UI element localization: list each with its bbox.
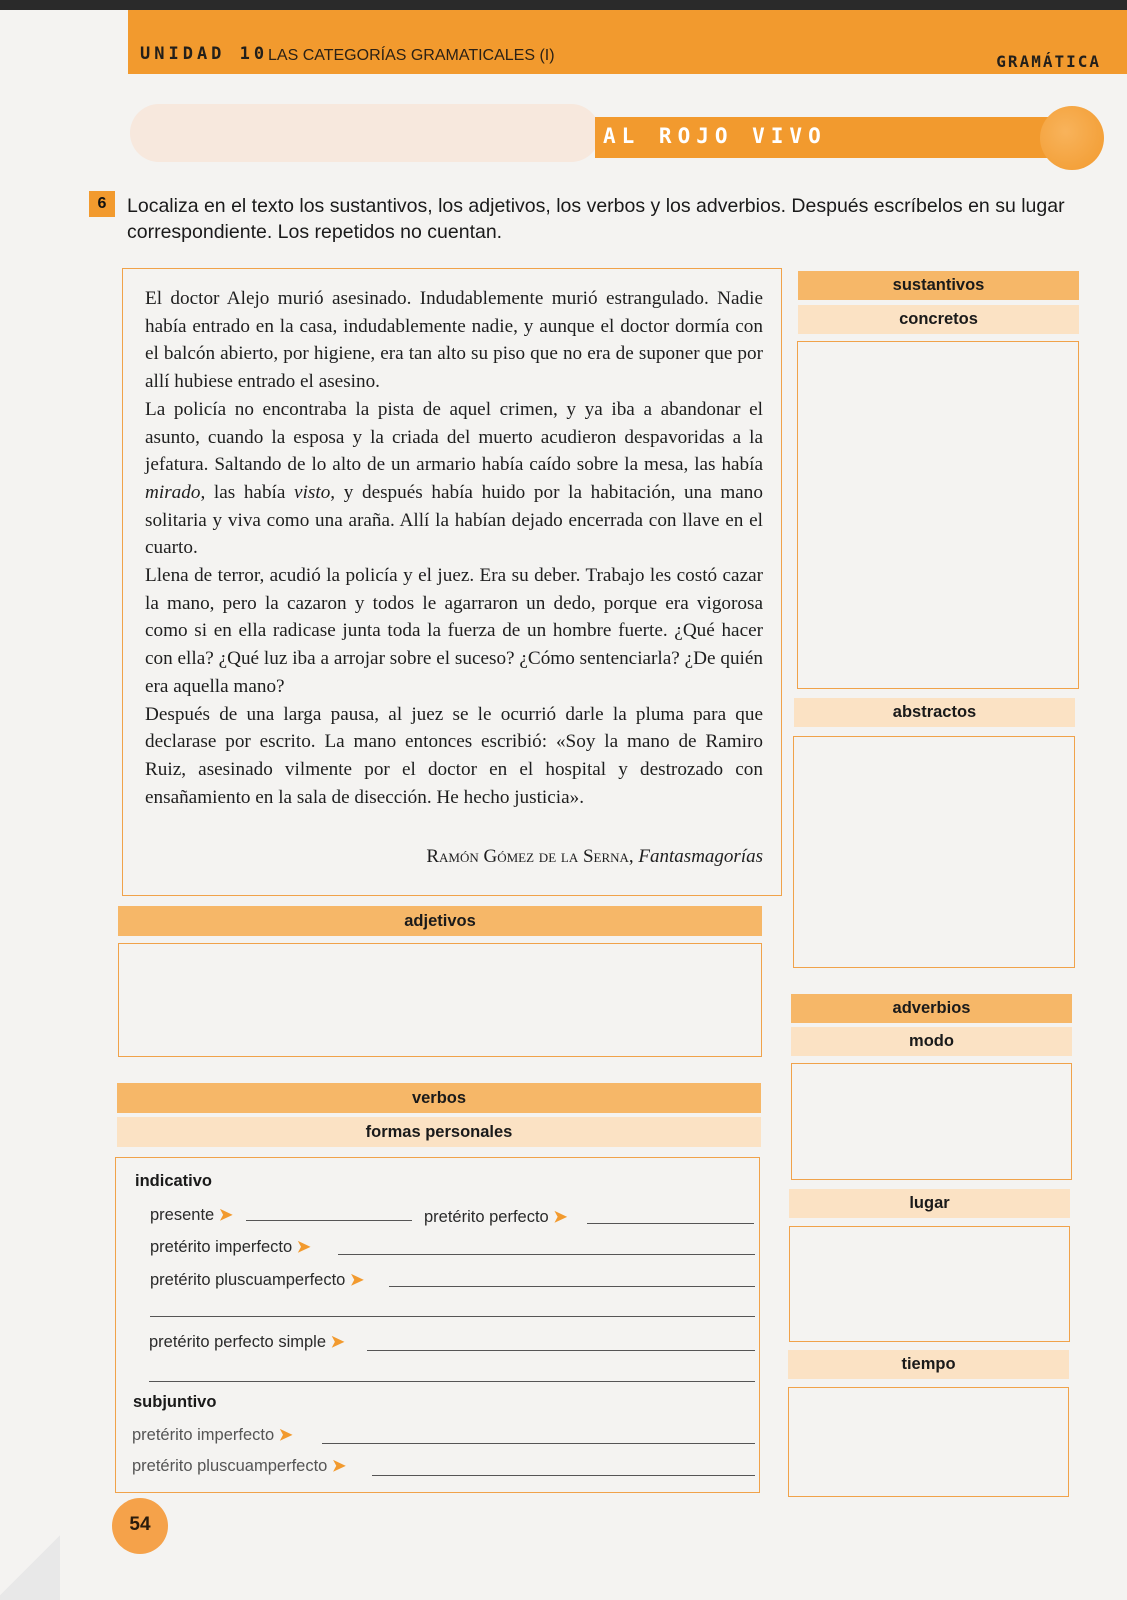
source-author: Ramón Gómez de la Serna [426,846,629,867]
exercise-instruction: Localiza en el texto los sustantivos, los adjetivos, los verbos y los adverbios. Después escríbelos en su lugar correspondiente. Los repetidos no cuentan. [127,195,1065,243]
concretos-header: concretos [798,305,1079,334]
verbos-header: verbos [117,1083,761,1113]
page-number: 54 [112,1498,168,1554]
preterito-imperfecto-text: pretérito imperfecto [150,1238,293,1256]
preterito-pluscuamperfecto-answer-line-2[interactable] [150,1316,755,1317]
tiempo-answer-box[interactable] [788,1387,1069,1497]
preterito-perfecto-label [424,1207,567,1227]
indicativo-label: indicativo [135,1172,213,1190]
italic-word-visto: visto [294,481,331,503]
preterito-imperfecto-label [150,1237,311,1257]
adverbios-header: adverbios [791,994,1072,1023]
subj-preterito-pluscuamperfecto-label [132,1456,346,1476]
text-paragraph-4: Después de una larga pausa, al juez se le ocurrió darle la pluma para que declarase por escrito. La mano entonces escribió: «Soy la mano de Ramiro Ruiz, asesinado vilmente por el doctor en el hospital y destrozado con ensañamiento en la sala de disección. He hecho justicia». [145,703,763,808]
text-paragraph-3: Llena de terror, acudió la policía y el juez. Era su deber. Trabajo les costó cazar la mano, pero la cazaron y todos le agarraron un dedo, porque era vigorosa como si en ella radicase junta toda la fuerza de un hombre fuerte. ¿Qué hacer con ella? ¿Qué luz iba a arrojar sobre el suceso? ¿Cómo sentenciarla? ¿De quién era aquella mano? [145,565,763,697]
sustantivos-header: sustantivos [798,271,1079,300]
arrow-icon: ➤ [296,1238,311,1256]
text-paragraph-2 [145,396,763,562]
lugar-answer-box[interactable] [789,1226,1070,1342]
subjuntivo-label: subjuntivo [133,1393,217,1411]
unit-category: LAS CATEGORÍAS GRAMATICALES (I) [268,47,555,64]
presente-text: presente [150,1206,215,1224]
page-curl-decoration [0,1530,60,1600]
preterito-pluscuamperfecto-text: pretérito pluscuamperfecto [150,1271,346,1289]
preterito-perfecto-answer-line[interactable] [587,1223,754,1224]
arrow-icon: ➤ [553,1208,568,1226]
abstractos-answer-box[interactable] [793,736,1075,968]
adjetivos-answer-box[interactable] [118,943,762,1057]
text-paragraph-2-mid: , las había [200,481,295,503]
text-paragraph-1: El doctor Alejo murió asesinado. Indudablemente murió estrangulado. Nadie había entrado en la casa, indudablemente nadie, y aunque el doctor dormía con el balcón abierto, por higiene, era tan alto su piso que no era de suponer que por allí hubiese entrado el asesino. [145,288,763,393]
lugar-header: lugar [789,1189,1070,1218]
italic-word-mirado: mirado [145,481,201,503]
arrow-icon: ➤ [349,1271,364,1289]
page-top-edge [0,0,1127,10]
text-paragraph-2-start: La policía no encontraba la pista de aquel crimen, y ya iba a abandonar el asunto, cuando la esposa y la criada del muerto acudieron despavoridas a la jefatura. Saltando de lo alto de un armario había caído sobre la mesa, las había [145,398,763,476]
section-banner [595,117,1065,158]
presente-label [150,1205,233,1225]
subj-preterito-imperfecto-answer-line[interactable] [322,1443,755,1444]
reading-text [145,285,763,811]
modo-header: modo [791,1027,1072,1056]
exercise-number: 6 [89,191,115,217]
tiempo-header: tiempo [788,1350,1069,1379]
arrow-icon: ➤ [331,1457,346,1475]
adjetivos-header: adjetivos [118,906,762,936]
preterito-pluscuamperfecto-label [150,1270,364,1290]
banner-title: AL ROJO VIVO [603,124,827,148]
preterito-imperfecto-answer-line[interactable] [338,1254,755,1255]
modo-answer-box[interactable] [791,1063,1072,1180]
preterito-perfecto-text: pretérito perfecto [424,1208,549,1226]
preterito-perfecto-simple-label [149,1332,344,1352]
presente-answer-line[interactable] [246,1220,412,1221]
preterito-perfecto-simple-answer-line-2[interactable] [149,1381,755,1382]
concretos-answer-box[interactable] [797,341,1079,689]
preterito-perfecto-simple-answer-line[interactable] [367,1350,755,1351]
preterito-pluscuamperfecto-answer-line[interactable] [389,1286,755,1287]
section-label: GRAMÁTICA [996,52,1101,71]
subj-preterito-imperfecto-text: pretérito imperfecto [132,1426,275,1444]
abstractos-header: abstractos [794,698,1075,727]
preterito-perfecto-simple-text: pretérito perfecto simple [149,1333,326,1351]
source-separator: , [628,846,639,867]
unit-header [128,10,1127,74]
subj-preterito-imperfecto-label [132,1425,293,1445]
source-work: Fantasmagorías [638,846,763,867]
subj-preterito-pluscuamperfecto-answer-line[interactable] [372,1475,755,1476]
subj-preterito-pluscuamperfecto-text: pretérito pluscuamperfecto [132,1457,328,1475]
banner-background-shape [130,104,600,162]
arrow-icon: ➤ [218,1206,233,1224]
banner-circle-decoration [1040,106,1104,170]
arrow-icon: ➤ [330,1333,345,1351]
text-paragraph-2-end: , y después había huido por la habitación, una mano solitaria y viva como una araña. Allí la habían dejado encerrada con llave en el cuarto. [145,481,763,559]
formas-personales-header: formas personales [117,1117,761,1147]
arrow-icon: ➤ [278,1426,293,1444]
unit-label: UNIDAD 10 [140,44,269,64]
text-source [340,846,763,868]
